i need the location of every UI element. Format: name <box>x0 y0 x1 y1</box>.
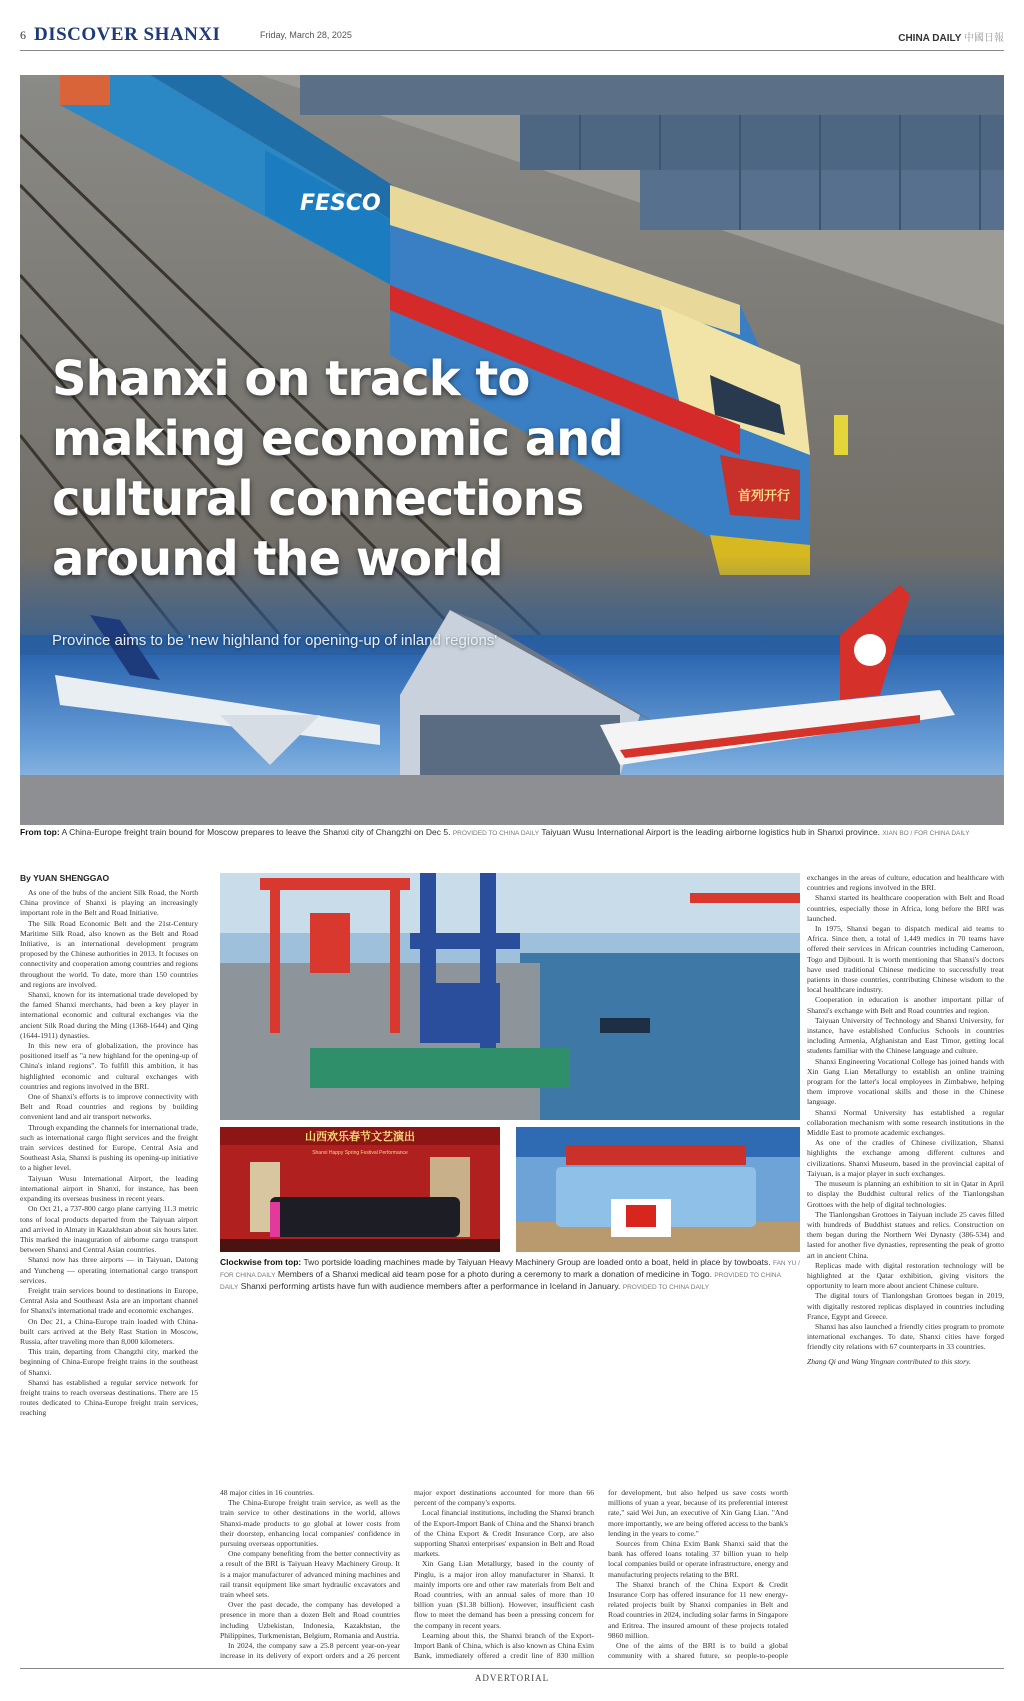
show-banner-subtext: Shanxi Happy Spring Festival Performance <box>312 1150 408 1156</box>
headline: Shanxi on track to making economic and cultural connections around the world <box>52 351 623 587</box>
paragraph: Over the past decade, the company has developed a presence in more than a dozen Belt and Road countries including Uzbekistan, Indonesia, Kazakhstan, the Philippines, Turkmenistan, Belgium, Romania and Austria. <box>220 1600 400 1640</box>
paragraph: The Shanxi branch of the China Export & Credit Insurance Corp has offered insurance for 11 new energy-related projects built by Shanxi companies in Belt and Road countries in 2024, including solar farms in Singapore and Eritrea. The insured amount of these projects totaled 9860 million. <box>608 1579 788 1640</box>
photos-caption-text-2: Members of a Shanxi medical aid team pose for a photo during a ceremony to mark a donation of medicine in Togo. <box>277 1269 712 1279</box>
paragraph: The digital tours of Tianlongshan Grottoes began in 2019, with digitally restored replicas displayed in countries including France, Egypt and Greece. <box>807 1291 1004 1321</box>
paragraph: The Tianlongshan Grottoes in Taiyuan include 25 caves filled with hundreds of Buddhist statues and relics. Construction on them began during the Northern Wei Dynasty (386-534) and lasted for another five dynasties, representing the peak of grotto art in ancient China. <box>807 1209 1004 1260</box>
paragraph: On Dec 21, a China-Europe train loaded with China-built cars arrived at the Bely Rast Station in Moscow, Russia, after traveling more than 8,000 kilometers. <box>20 1316 198 1346</box>
photos-caption-credit-2: PROVIDED TO CHINA DAILY <box>220 1272 781 1291</box>
hero-caption-credit-1: PROVIDED TO CHINA DAILY <box>452 830 540 837</box>
paragraph: Sources from China Exim Bank Shanxi said that the bank has offered loans totaling 37 billion yuan to help local companies build or operate infrastructure, energy and manufacturing projects relating to the BRI. <box>608 1539 788 1579</box>
hero-caption-lead: From top: <box>20 827 60 837</box>
paragraph: Shanxi now has three airports — in Taiyuan, Datong and Yuncheng — operating international cargo transport services. <box>20 1255 198 1285</box>
paragraph: In 2024, the company saw a 25.8 percent year-on-year increase in its delivery of export orders and a 26 percent <box>220 1641 400 1660</box>
hero-caption <box>20 827 1004 839</box>
paragraph: In this new era of globalization, the province has positioned itself as "a new highland for the opening-up of China's inland regions". To fulfill this ambition, it has highlighted economic and cultural exchanges with countries and regions involved in the BRI. <box>20 1041 198 1091</box>
hero-photo <box>20 75 1004 825</box>
medical-team-photo <box>516 1127 800 1252</box>
paragraph: In 1975, Shanxi began to dispatch medical aid teams to Africa. Since then, a total of 1,449 medics in 70 teams have offered their services in African countries including Cameroon, Togo and Djibouti. It is worth mentioning that Shanxi's doctors have used traditional Chinese medicine to successfully treat patients in those countries, contributing Chinese wisdom to the local healthcare industry. <box>807 924 1004 995</box>
paragraph: One of Shanxi's efforts is to improve connectivity with Belt and Road countries and regions by building convenient land and air transport networks. <box>20 1092 198 1122</box>
page-number: 6 <box>20 28 26 42</box>
paragraph: Shanxi has established a regular service network for freight trains to reach overseas destinations. There are 15 routes dedicated to China-Europe freight train services, reaching <box>20 1377 198 1418</box>
paragraph: This train, departing from Changzhi city, marked the beginning of China-Europe freight trains in the southeast of Shanxi. <box>20 1347 198 1377</box>
paragraph: Through expanding the channels for international trade, such as international cargo flight services and the freight train services destined for Europe, Central Asia and Southeast Asia, Shanxi is pushing its opening-up initiative to a higher level. <box>20 1122 198 1173</box>
photos-caption-credit-3: PROVIDED TO CHINA DAILY <box>622 1284 710 1291</box>
page-footer <box>20 1668 1004 1683</box>
performers-group <box>270 1197 460 1237</box>
article-column-2 <box>220 1488 400 1660</box>
hero-caption-text-2: Taiyuan Wusu International Airport is the leading airborne logistics hub in Shanxi province. <box>541 827 880 837</box>
section-title: DISCOVER SHANXI <box>34 24 221 45</box>
performance-photo <box>220 1127 500 1252</box>
paragraph: The China-Europe freight train service, as well as the train service to other destinations in the world, allows Shanxi-made products to go global at lower costs from their doorstep, enhancing local companies' confidence in pursuing overseas opportunities. <box>220 1498 400 1549</box>
paragraph: Shanxi, known for its international trade developed by the famed Shanxi merchants, had been a key player in international economic and cultural exchanges via the ancient Silk Road during the Ming (1368-1644) and Qing (1644-1911) dynasties. <box>20 990 198 1040</box>
paragraph: for development, but also helped us save costs worth millions of yuan a year, because of its preferential interest rate," said Wei Jun, an executive of Xin Gang Lian. "And more importantly, we are being offered access to the bank's lending in the years to come." <box>608 1488 788 1538</box>
paragraph: Shanxi has also launched a friendly cities program to promote international exchanges. To date, Shanxi cities have forged friendly city relations with 67 counterparts in 33 countries. <box>807 1321 1004 1352</box>
paragraph: As one of the hubs of the ancient Silk Road, the North China province of Shanxi is playing an increasingly important role in the Belt and Road Initiative. <box>20 888 198 918</box>
paragraph: Replicas made with digital restoration technology will be highlighted at the Qatar exhibition, giving visitors the opportunity to learn more about ancient Chinese culture. <box>807 1260 1004 1291</box>
contributor-note: Zhang Qi and Wang Yingnan contributed to this story. <box>807 1356 971 1366</box>
photos-caption-credit-1: FAN YU / FOR CHINA DAILY <box>220 1260 800 1279</box>
article-column-4 <box>608 1488 788 1660</box>
hero-caption-text-1: A China-Europe freight train bound for Moscow prepares to leave the Shanxi city of Changzhi on Dec 5. <box>61 827 451 837</box>
paper-name-en: CHINA DAILY <box>898 33 962 44</box>
port-machinery-photo <box>220 873 800 1120</box>
photos-caption <box>220 1257 800 1293</box>
container-brand-text: FESCO <box>300 191 381 216</box>
worker-figure <box>834 415 848 455</box>
article-column-1 <box>20 888 198 1660</box>
show-banner-text: 山西欢乐春节文艺演出 <box>305 1130 415 1143</box>
paragraph: Shanxi Engineering Vocational College has joined hands with Xin Gang Lian Metallurgy to establish an online training program for the latter's local employees in Zimbabwe, helping them improve vocational skills and those in the Chinese language. <box>807 1056 1004 1107</box>
hero-caption-credit-2: XIAN BO / FOR CHINA DAILY <box>882 830 970 837</box>
paragraph: The Silk Road Economic Belt and the 21st-Century Maritime Silk Road, also known as the Belt and Road Initiative, is an international development program proposed by the Chinese authorities in 2013. It focuses on connectivity and cooperation among countries and regions throughout the world. To date, more than 150 countries and regions are involved. <box>20 918 198 989</box>
paragraph: Shanxi started its healthcare cooperation with Belt and Road countries, especially those in Africa, long before the BRI was launched. <box>807 893 1004 923</box>
paragraph: major export destinations accounted for more than 66 percent of the company's exports. <box>414 1488 594 1508</box>
byline: By YUAN SHENGGAO <box>20 873 110 883</box>
photos-caption-text-1: Two portside loading machines made by Taiyuan Heavy Machinery Group are loaded onto a boat, held in place by towboats. <box>303 1257 771 1267</box>
paragraph: Cooperation in education is another important pillar of Shanxi's exchange with Belt and Road countries and region. <box>807 995 1004 1015</box>
paragraph: 48 major cities in 16 countries. <box>220 1488 315 1497</box>
towboat <box>600 1018 650 1033</box>
article-column-5 <box>807 873 1004 1663</box>
article-column-3 <box>414 1488 594 1660</box>
photos-caption-lead: Clockwise from top: <box>220 1257 302 1267</box>
paragraph: Shanxi Normal University has established a regular collaboration mechanism with some research institutions in the Middle East to promote academic exchanges. <box>807 1107 1004 1138</box>
cargo-boat <box>310 1048 570 1088</box>
paragraph: Taiyuan University of Technology and Shanxi University, for instance, have established Confucius Schools in countries including Armenia, Afghanistan and East Timor, getting local students familiar with the Chinese language and culture. <box>807 1015 1004 1056</box>
paper-name-cn: 中國日報 <box>964 33 1004 44</box>
paragraph: exchanges in the areas of culture, education and healthcare with countries and regions involved in the BRI. <box>807 873 1004 893</box>
advertorial-label: ADVERTORIAL <box>474 1673 550 1683</box>
photos-caption-text-3: Shanxi performing artists have fun with audience members after a performance in Iceland in January. <box>240 1281 621 1291</box>
train-banner-text: 首列开行 <box>738 489 791 504</box>
paragraph: Taiyuan Wusu International Airport, the leading international airport in Shanxi, for instance, has been expanding its overseas business in recent years. <box>20 1173 198 1204</box>
paragraph: Xin Gang Lian Metallurgy, based in the county of Pinglu, is a major iron alloy manufacturer in Shanxi. It mainly imports ore and other raw materials from Belt and Road countries, with an annual sales of more than 10 billion yuan ($1.38 billion). However, insufficient cash flow to meet the demand has been a pressing concern for the company in recent years. <box>414 1559 594 1630</box>
chinese-flag <box>626 1205 656 1227</box>
paragraph: On Oct 21, a 737-800 cargo plane carrying 11.3 metric tons of local products departed from the Taiyuan airport and arrived in Almaty in Kazakhstan about six hours later. This marked the inauguration of airborne cargo transport between Shanxi and Central Asian countries. <box>20 1204 198 1255</box>
page-header <box>20 24 1004 51</box>
paragraph: The museum is planning an exhibition to sit in Qatar in April to display the Buddhist cultural relics of the Tianlongshan Grottoes with the help of digital technologies. <box>807 1179 1004 1209</box>
paragraph: As one of the cradles of Chinese civilization, Shanxi highlights the exchange among different cultures and civilizations. Shanxi Museum, based in the provincial capital of Taiyuan, is a major player in such exchanges. <box>807 1138 1004 1178</box>
paragraph: One company benefiting from the better connectivity as a result of the BRI is Taiyuan Heavy Machinery Group. It is a major manufacturer of advanced mining machines and rail transit equipment like smart hydraulic excavators and train wheel sets. <box>220 1549 400 1600</box>
paragraph: Local financial institutions, including the Shanxi branch of the Export-Import Bank of China and the Shanxi branch of the China Export & Credit Insurance Corp, are also supporting Shanxi enterprises' expansion in Belt and Road markets. <box>414 1508 594 1559</box>
subheadline: Province aims to be 'new highland for opening-up of inland regions' <box>52 632 498 649</box>
issue-date: Friday, March 28, 2025 <box>260 30 352 40</box>
paragraph: Learning about this, the Shanxi branch of the Export-Import Bank of China, which is also known as China Exim Bank, immediately offered a credit line of 830 million <box>414 1630 594 1660</box>
paper-name <box>898 29 1004 44</box>
paragraph: One of the aims of the BRI is to build a global community with a shared future, so people-to-people <box>608 1641 788 1660</box>
paragraph: Freight train services bound to destinations in Europe, Central Asia and Southeast Asia are an important channel for Shanxi's international trade and economic exchanges. <box>20 1285 198 1316</box>
